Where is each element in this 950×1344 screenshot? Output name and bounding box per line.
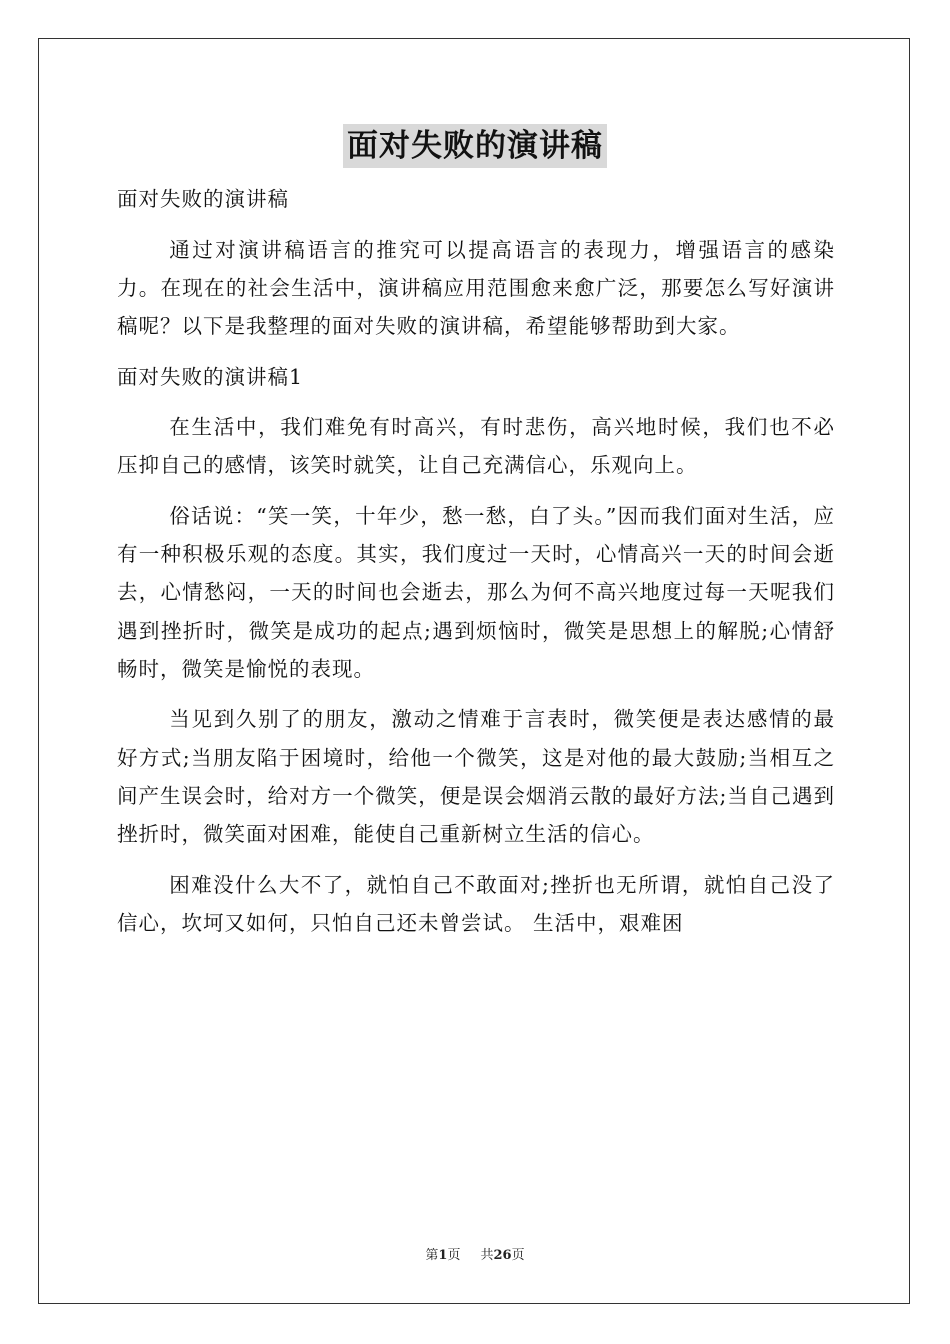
page-footer: [0, 1247, 950, 1265]
total-page-count: 26: [493, 1248, 512, 1263]
document-title: 面对失败的演讲稿: [343, 124, 607, 168]
body-paragraph: 通过对演讲稿语言的推究可以提高语言的表现力，增强语言的感染力。在现在的社会生活中，演讲稿应用范围愈来愈广泛，那要怎么写好演讲稿呢？以下是我整理的面对失败的演讲稿，希望能够帮助到大家。: [117, 237, 835, 338]
total-prefix: 共: [480, 1248, 494, 1263]
document-body: [117, 180, 835, 954]
body-paragraph: 困难没什么大不了，就怕自己不敢面对;挫折也无所谓，就怕自己没了信心，坎坷又如何，只怕自己还未曾尝试。 生活中，艰难困: [117, 872, 835, 935]
page-prefix: 第: [425, 1248, 439, 1263]
body-paragraph: 俗话说：“笑一笑，十年少，愁一愁，白了头。”因而我们面对生活，应有一种积极乐观的态度。其实，我们度过一天时，心情高兴一天的时间会逝去，心情愁闷，一天的时间也会逝去，那么为何不高兴地度过每一天呢我们遇到挫折时，微笑是成功的起点;遇到烦恼时，微笑是思想上的解脱;心情舒畅时，微笑是愉悦的表现。: [117, 503, 835, 681]
body-paragraph: 在生活中，我们难免有时高兴，有时悲伤，高兴地时候，我们也不必压抑自己的感情，该笑时就笑，让自己充满信心，乐观向上。: [117, 415, 835, 478]
current-page-number: 1: [438, 1248, 448, 1263]
page-unit: 页: [447, 1248, 461, 1263]
title-container: [0, 124, 950, 168]
section-heading: 面对失败的演讲稿1: [117, 364, 304, 389]
total-unit: 页: [511, 1248, 525, 1263]
section-heading: 面对失败的演讲稿: [117, 187, 289, 211]
body-paragraph: 当见到久别了的朋友，激动之情难于言表时，微笑便是表达感情的最好方式;当朋友陷于困境时，给他一个微笑，这是对他的最大鼓励;当相互之间产生误会时，给对方一个微笑，便是误会烟消云散的最好方法;当自己遇到挫折时，微笑面对困难，能使自己重新树立生活的信心。: [117, 707, 835, 846]
